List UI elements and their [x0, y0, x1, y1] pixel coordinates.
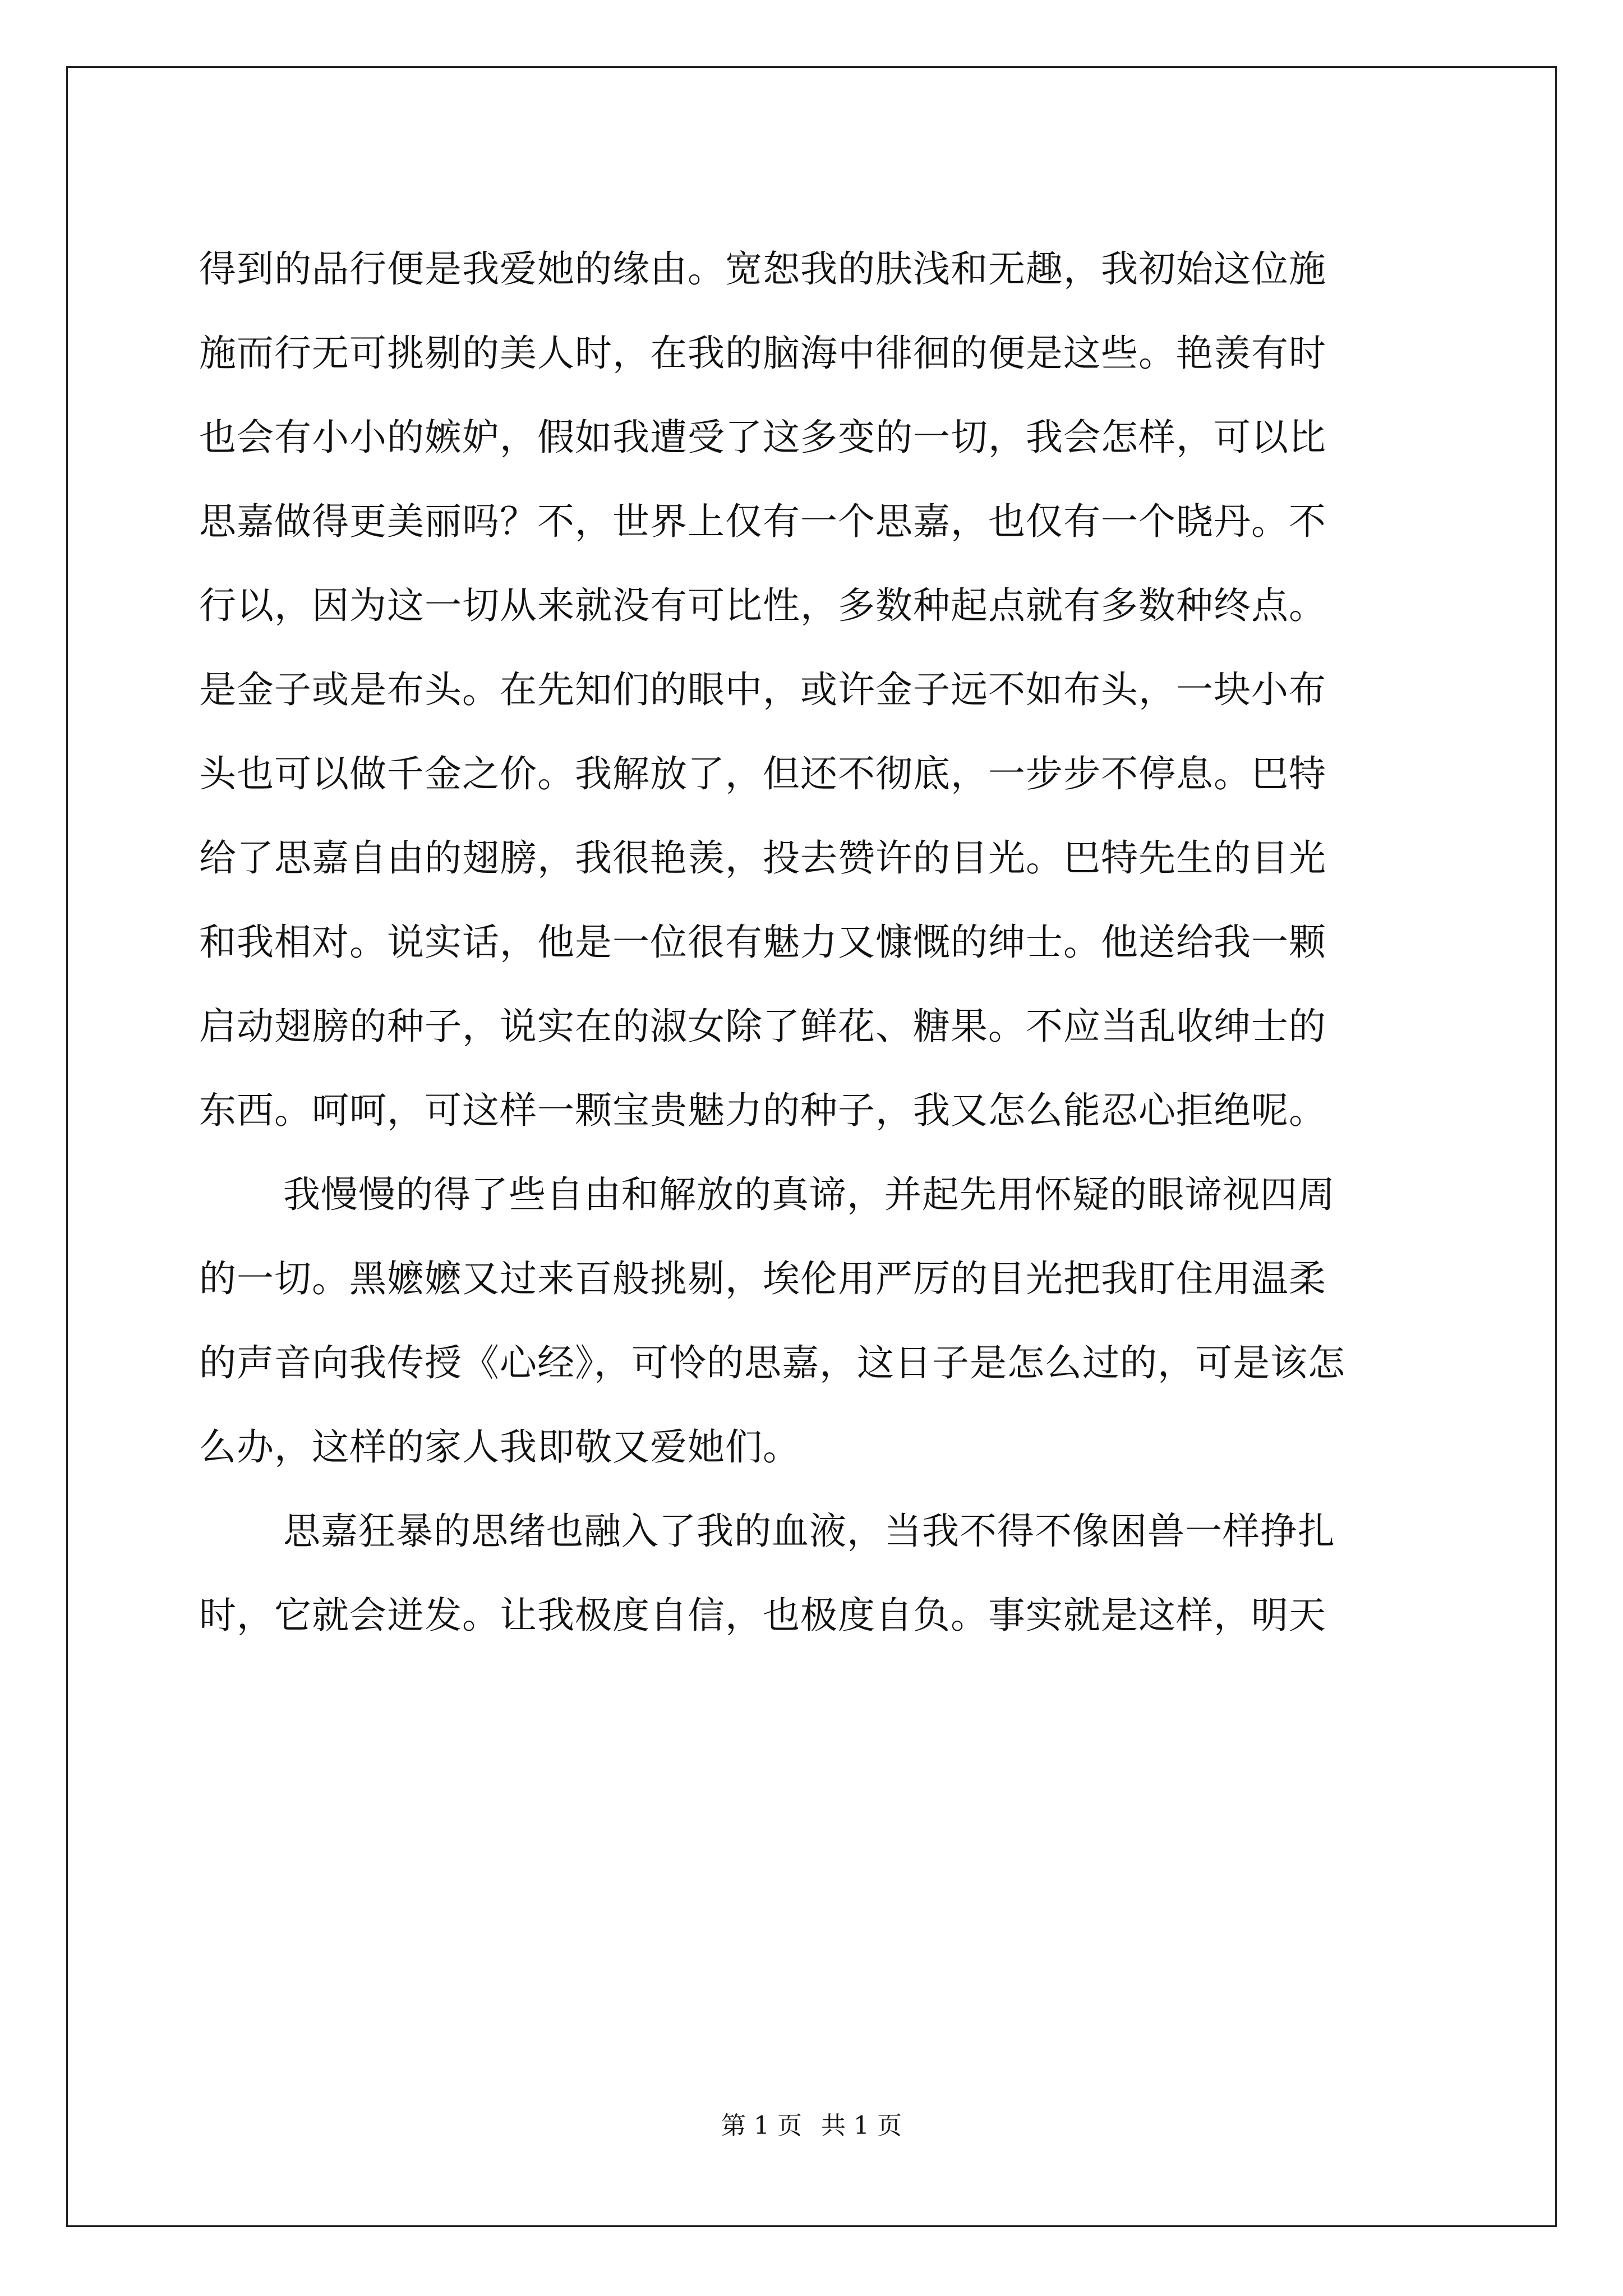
text-line: 时，它就会迸发。让我极度自信，也极度自负。事实就是这样，明天: [199, 1594, 1326, 1637]
text-line: 思嘉狂暴的思绪也融入了我的血液，当我不得不像困兽一样挣扎: [283, 1510, 1335, 1553]
paragraph-2: [199, 1153, 1427, 1489]
text-line: 得到的品行便是我爱她的缘由。宽恕我的肤浅和无趣，我初始这位施: [199, 247, 1326, 291]
document-body: [199, 227, 1427, 1658]
text-line: 头也可以做千金之价。我解放了，但还不彻底，一步步不停息。巴特: [199, 752, 1326, 795]
text-line: 和我相对。说实话，他是一位很有魅力又慷慨的绅士。他送给我一颗: [199, 921, 1326, 964]
text-line: 行以，因为这一切从来就没有可比性，多数种起点就有多数种终点。: [199, 584, 1326, 627]
page-total: 共 1 页: [821, 2111, 902, 2140]
text-line: 给了思嘉自由的翅膀，我很艳羡，投去赞许的目光。巴特先生的目光: [199, 836, 1326, 880]
paragraph-3: [199, 1489, 1427, 1658]
page-number: 第 1 页: [721, 2111, 802, 2140]
text-line: 施而行无可挑剔的美人时，在我的脑海中徘徊的便是这些。艳羡有时: [199, 332, 1326, 375]
page-footer: [0, 2109, 1623, 2143]
text-line: 的声音向我传授《心经》，可怜的思嘉，这日子是怎么过的，可是该怎: [199, 1341, 1345, 1384]
text-line: 东西。呵呵，可这样一颗宝贵魅力的种子，我又怎么能忍心拒绝呢。: [199, 1089, 1326, 1132]
text-line: 是金子或是布头。在先知们的眼中，或许金子远不如布头，一块小布: [199, 668, 1326, 711]
text-line: 思嘉做得更美丽吗？不，世界上仅有一个思嘉，也仅有一个晓丹。不: [199, 500, 1326, 543]
text-line: 么办，这样的家人我即敬又爱她们。: [199, 1425, 800, 1469]
paragraph-1: [199, 227, 1427, 1153]
text-line: 的一切。黑嬷嬷又过来百般挑剔，埃伦用严厉的目光把我盯住用温柔: [199, 1257, 1326, 1300]
text-line: 启动翅膀的种子，说实在的淑女除了鲜花、糖果。不应当乱收绅士的: [199, 1005, 1326, 1048]
text-line: 我慢慢的得了些自由和解放的真谛，并起先用怀疑的眼谛视四周: [283, 1173, 1335, 1216]
text-line: 也会有小小的嫉妒，假如我遭受了这多变的一切，我会怎样，可以比: [199, 416, 1326, 459]
